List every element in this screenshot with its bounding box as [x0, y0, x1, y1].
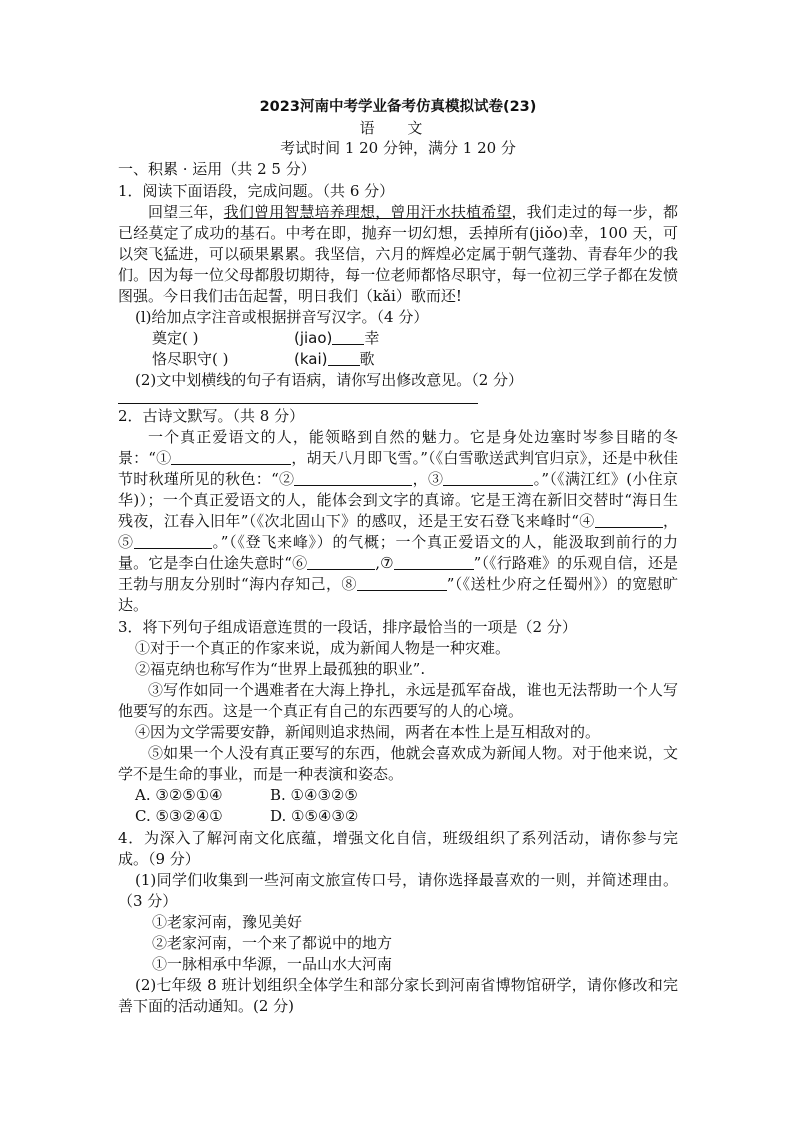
question-2-passage — [118, 427, 678, 616]
passage-text: ，③ — [412, 470, 444, 488]
answer-blank-1[interactable] — [171, 450, 291, 465]
pinyin-label: (jiao) — [294, 329, 333, 347]
pinyin-row — [118, 349, 678, 370]
sentence-item: ⑤如果一个人没有真正要写的东西，他就会喜欢成为新闻人物。对于他来说，文学不是生命的事业，而是一种表演和姿态。 — [118, 744, 678, 783]
passage-text: ”（《行路难》的乐观自信，还是王勃与朋友分别时“海内存知己，⑧ — [118, 554, 679, 593]
slogan-item: ②老家河南，一个来了都说中的地方 — [152, 934, 393, 952]
question-4 — [118, 828, 678, 1017]
underlined-sentence: 我们曾用智慧培养理想，曾用汗水扶植希望 — [223, 203, 512, 221]
passage-text: ，我们走过的每一步，都已经莫定了成功的基石。中考在即，抛弃一切幻想，丢掉所有(jiǒo)幸，100 天，可以突飞猛进，可以硕果累累。我坚信，六月的辉煌必定属于朝气蓬勃、青春年少的我们。因为每一位父母都殷切期待，每一位老师都恪尽职守，每一位初三学子都在发愤图强。今日我们击缶起誓，明日我们（kǎi）歌而还! — [118, 203, 678, 305]
question-1 — [118, 181, 678, 404]
answer-blank-8[interactable] — [357, 576, 447, 591]
answer-blank-2[interactable] — [294, 471, 412, 486]
option-b[interactable]: B. ①④③②⑤ — [270, 786, 358, 804]
answer-blank[interactable] — [332, 330, 364, 345]
pinyin-char: 幸 — [364, 329, 380, 347]
option-d[interactable]: D. ①⑤④③② — [270, 807, 359, 825]
options-row — [118, 785, 678, 806]
pinyin-item: 恪尽职守( ) — [152, 350, 229, 368]
answer-blank-7[interactable] — [394, 555, 474, 570]
option-c[interactable]: C. ⑤③②④① — [135, 807, 223, 825]
passage-text: 一个真正爱语文的人，能领略到自然的魅力。它是身处边塞时岑参目睹的冬景：“① — [118, 428, 678, 467]
passage-text: ,⑦ — [375, 554, 394, 572]
answer-line[interactable] — [118, 391, 478, 404]
question-4-sub1: (1)同学们收集到一些河南文旅宣传口号，请你选择最喜欢的一则，并简述理由。（3 分） — [118, 871, 678, 910]
sentence-item: ①对于一个真正的作家来说，成为新闻人物是一种灾难。 — [135, 639, 511, 657]
slogan-item: ①老家河南，豫见美好 — [152, 913, 303, 931]
question-2-stem: 2．古诗文默写。（共 8 分） — [118, 407, 305, 425]
question-3-stem: 3．将下列句子组成语意连贯的一段话，排序最恰当的一项是（2 分） — [118, 618, 577, 636]
question-2 — [118, 406, 678, 616]
exam-title: 2023河南中考学业备考仿真模拟试卷(23) — [259, 99, 537, 115]
answer-blank[interactable] — [328, 351, 360, 366]
answer-blank-5[interactable] — [134, 534, 212, 549]
question-4-stem: 4．为深入了解河南文化底蕴，增强文化自信，班级组织了系列活动，请你参与完成。（9 分） — [118, 829, 678, 868]
section-heading: 一、积累 · 运用（共 2 5 分） — [118, 160, 316, 178]
question-4-sub2: (2)七年级 8 班计划组织全体学生和部分家长到河南省博物馆研学，请你修改和完善下面的活动通知。(2 分) — [118, 976, 678, 1015]
question-1-sub1: (l)给加点字注音或根据拼音写汉字。（4 分） — [135, 308, 429, 326]
answer-blank-3[interactable] — [443, 471, 533, 486]
sentence-item: ④因为文学需要安静，新闻则追求热闹，两者在本性上是互相敌对的。 — [135, 723, 601, 741]
question-1-passage — [118, 202, 678, 307]
question-1-stem: 1．阅读下面语段，完成问题。（共 6 分） — [118, 182, 395, 200]
answer-blank-4[interactable] — [595, 513, 663, 528]
pinyin-row — [118, 328, 678, 349]
subject-title: 语 文 — [359, 119, 437, 137]
pinyin-char: 歌 — [359, 350, 375, 368]
sentence-item: ③写作如同一个遇难者在大海上挣扎，永远是孤军奋战，谁也无法帮助一个人写他要写的东西。这是一个真正有自己的东西要写的人的心境。 — [118, 681, 678, 720]
options-row — [118, 806, 678, 827]
sentence-item: ②福克纳也称写作为“世界上最孤独的职业”. — [135, 660, 426, 678]
question-3 — [118, 617, 678, 827]
passage-text: ，胡天八月即飞雪。”（《白雪歌送武判官归京》，还是中秋佳节时秋瑾所见的秋色：“② — [118, 449, 679, 488]
answer-blank-6[interactable] — [307, 555, 375, 570]
pinyin-item: 奠定( ) — [152, 329, 199, 347]
slogan-item: ①一脉相承中华源，一品山水大河南 — [152, 955, 393, 973]
passage-text: ”（《送杜少府之任蜀州》）的宽慰旷达。 — [118, 575, 678, 614]
option-a[interactable]: A. ③②⑤①④ — [135, 786, 223, 804]
exam-info: 考试时间 1 20 分钟，满分 1 20 分 — [280, 139, 516, 157]
passage-text: 回望三年， — [148, 203, 224, 221]
pinyin-label: (kai) — [294, 350, 328, 368]
question-1-sub2: (2)文中划横线的句子有语病，请你写出修改意见。（2 分） — [135, 371, 524, 389]
passage-text: 。”（《满江红》(小住京华)）；一个真正爱语文的人，能体会到文字的真谛。它是王湾在新旧交替时“海日生残夜，江春入旧年”（《次北固山下》的感叹，还是王安石登飞来峰时“④ — [118, 470, 678, 530]
exam-page — [118, 96, 678, 1017]
passage-text: ，⑤ — [118, 512, 678, 551]
passage-text: 。”（《登飞来峰》）的气概；一个真正爱语文的人，能汲取到前行的力量。它是李白仕途失意时“⑥ — [118, 533, 678, 572]
